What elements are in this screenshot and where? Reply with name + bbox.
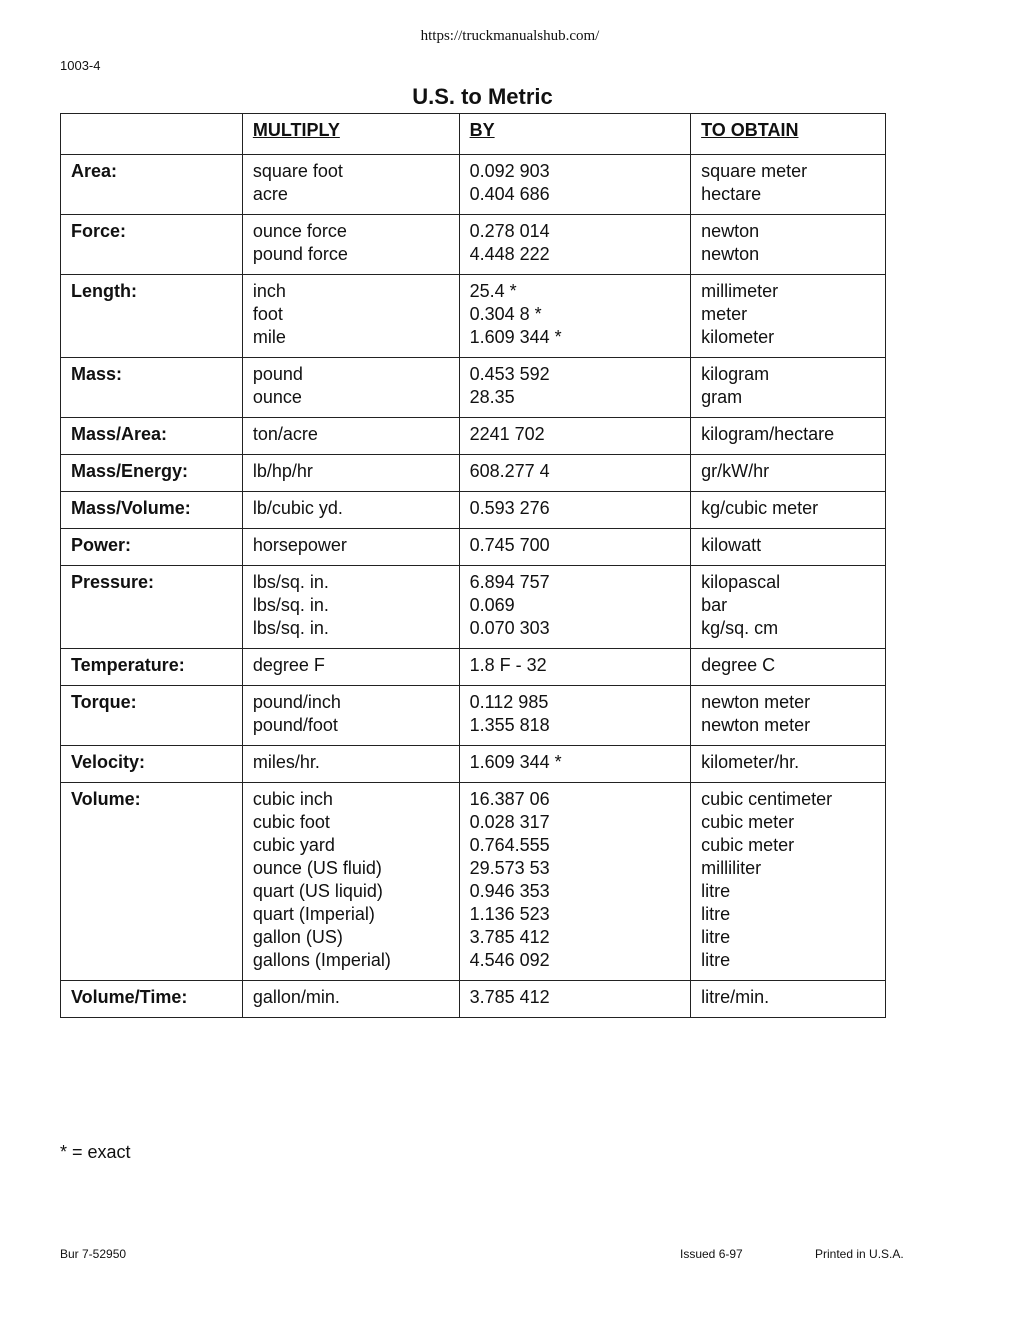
obtain-header-label: TO OBTAIN	[701, 120, 799, 140]
category-cell: Power:	[61, 529, 243, 566]
obtain-unit: kilowatt	[701, 535, 762, 555]
factor-value: 1.609 344 *	[469, 327, 562, 347]
page-title: U.S. to Metric	[412, 84, 553, 109]
conversion-table	[60, 113, 886, 1018]
factor-cell	[459, 275, 691, 358]
factor-cell	[459, 746, 691, 783]
category-cell: Volume/Time:	[61, 981, 243, 1018]
factor-cell	[459, 529, 691, 566]
multiply-cell	[242, 686, 459, 746]
multiply-unit: cubic inch	[252, 789, 333, 809]
category-cell: Mass/Volume:	[61, 492, 243, 529]
obtain-cell	[691, 649, 886, 686]
multiply-cell	[242, 418, 459, 455]
category-column-header	[61, 114, 243, 155]
factor-value: 0.764.555	[469, 835, 550, 855]
multiply-unit: mile	[252, 327, 286, 347]
obtain-unit: litre/min.	[701, 987, 770, 1007]
obtain-unit: cubic meter	[701, 835, 795, 855]
table-row	[61, 418, 886, 455]
page-number: 1003-4	[60, 58, 101, 73]
factor-value: 0.946 353	[469, 881, 550, 901]
factor-value: 0.028 317	[469, 812, 550, 832]
factor-value: 1.8 F - 32	[469, 655, 547, 675]
obtain-unit: degree C	[701, 655, 776, 675]
factor-cell	[459, 649, 691, 686]
multiply-cell	[242, 566, 459, 649]
obtain-cell	[691, 155, 886, 215]
multiply-unit: lb/hp/hr	[252, 461, 313, 481]
multiply-unit: quart (US liquid)	[252, 881, 383, 901]
multiply-column-header	[242, 114, 459, 155]
multiply-unit: lbs/sq. in.	[252, 572, 329, 592]
multiply-unit: ton/acre	[252, 424, 318, 444]
factor-value: 0.112 985	[469, 692, 549, 712]
obtain-unit: kg/cubic meter	[701, 498, 819, 518]
table-row	[61, 275, 886, 358]
table-row	[61, 981, 886, 1018]
category-cell: Area:	[61, 155, 243, 215]
obtain-cell	[691, 529, 886, 566]
obtain-cell	[691, 783, 886, 981]
obtain-unit: litre	[701, 950, 731, 970]
factor-cell	[459, 783, 691, 981]
table-row	[61, 455, 886, 492]
factor-value: 4.546 092	[469, 950, 550, 970]
factor-cell	[459, 686, 691, 746]
multiply-unit: degree F	[252, 655, 325, 675]
obtain-unit: millimeter	[701, 281, 779, 301]
multiply-cell	[242, 981, 459, 1018]
multiply-unit: cubic yard	[252, 835, 335, 855]
obtain-unit: newton meter	[701, 692, 811, 712]
factor-value: 1.355 818	[469, 715, 550, 735]
factor-value: 25.4 *	[469, 281, 517, 301]
obtain-unit: gr/kW/hr	[701, 461, 770, 481]
category-cell: Mass/Area:	[61, 418, 243, 455]
multiply-cell	[242, 746, 459, 783]
printed-location: Printed in U.S.A.	[815, 1247, 904, 1261]
obtain-unit: kg/sq. cm	[701, 618, 779, 638]
factor-value: 1.136 523	[469, 904, 550, 924]
multiply-unit: ounce	[252, 387, 302, 407]
multiply-unit: cubic foot	[252, 812, 330, 832]
obtain-unit: cubic meter	[701, 812, 795, 832]
table-row	[61, 566, 886, 649]
factor-value: 4.448 222	[469, 244, 550, 264]
table-row	[61, 215, 886, 275]
factor-value: 0.069	[469, 595, 515, 615]
obtain-cell	[691, 455, 886, 492]
obtain-cell	[691, 418, 886, 455]
multiply-unit: pound/foot	[252, 715, 338, 735]
factor-value: 0.070 303	[469, 618, 550, 638]
obtain-cell	[691, 981, 886, 1018]
table-body	[61, 155, 886, 1018]
factor-value: 0.745 700	[469, 535, 550, 555]
factor-value: 0.304 8 *	[469, 304, 542, 324]
multiply-unit: lb/cubic yd.	[252, 498, 343, 518]
obtain-unit: cubic centimeter	[701, 789, 833, 809]
issued-date: Issued 6-97	[680, 1247, 743, 1261]
obtain-unit: kilogram/hectare	[701, 424, 835, 444]
table-header-row	[61, 114, 886, 155]
obtain-cell	[691, 492, 886, 529]
obtain-column-header	[691, 114, 886, 155]
multiply-unit: gallon/min.	[252, 987, 340, 1007]
multiply-unit: gallons (Imperial)	[252, 950, 391, 970]
obtain-unit: kilogram	[701, 364, 770, 384]
obtain-unit: litre	[701, 927, 731, 947]
multiply-unit: gallon (US)	[252, 927, 343, 947]
table-row	[61, 529, 886, 566]
multiply-unit: pound	[252, 364, 303, 384]
obtain-cell	[691, 358, 886, 418]
multiply-unit: miles/hr.	[252, 752, 320, 772]
factor-value: 3.785 412	[469, 927, 550, 947]
category-cell: Length:	[61, 275, 243, 358]
factor-value: 0.593 276	[469, 498, 550, 518]
category-cell: Force:	[61, 215, 243, 275]
obtain-unit: hectare	[701, 184, 762, 204]
category-cell: Torque:	[61, 686, 243, 746]
factor-value: 3.785 412	[469, 987, 550, 1007]
factor-value: 16.387 06	[469, 789, 550, 809]
multiply-unit: pound/inch	[252, 692, 341, 712]
multiply-unit: ounce (US fluid)	[252, 858, 382, 878]
table-row	[61, 155, 886, 215]
obtain-cell	[691, 746, 886, 783]
multiply-cell	[242, 155, 459, 215]
obtain-unit: bar	[701, 595, 728, 615]
doc-number: Bur 7-52950	[60, 1247, 127, 1261]
category-cell: Temperature:	[61, 649, 243, 686]
obtain-unit: meter	[701, 304, 748, 324]
obtain-cell	[691, 275, 886, 358]
multiply-cell	[242, 783, 459, 981]
footnote-exact: * = exact	[60, 1142, 131, 1162]
obtain-unit: newton	[701, 221, 760, 241]
factor-cell	[459, 492, 691, 529]
factor-value: 28.35	[469, 387, 515, 407]
factor-value: 2241 702	[469, 424, 545, 444]
factor-cell	[459, 566, 691, 649]
multiply-unit: horsepower	[252, 535, 347, 555]
multiply-unit: lbs/sq. in.	[252, 618, 329, 638]
multiply-unit: square foot	[252, 161, 343, 181]
table-row	[61, 649, 886, 686]
category-cell: Mass:	[61, 358, 243, 418]
multiply-unit: acre	[252, 184, 288, 204]
by-column-header	[459, 114, 691, 155]
multiply-cell	[242, 649, 459, 686]
category-cell: Velocity:	[61, 746, 243, 783]
multiply-cell	[242, 492, 459, 529]
multiply-unit: foot	[252, 304, 283, 324]
table-row	[61, 746, 886, 783]
obtain-unit: milliliter	[701, 858, 762, 878]
multiply-header-label: MULTIPLY	[252, 120, 340, 140]
obtain-unit: litre	[701, 881, 731, 901]
multiply-unit: ounce force	[252, 221, 347, 241]
source-url: https://truckmanualshub.com/	[420, 28, 600, 44]
table-row	[61, 492, 886, 529]
multiply-unit: quart (Imperial)	[252, 904, 375, 924]
category-cell: Pressure:	[61, 566, 243, 649]
factor-value: 0.278 014	[469, 221, 550, 241]
factor-cell	[459, 418, 691, 455]
factor-cell	[459, 215, 691, 275]
obtain-cell	[691, 566, 886, 649]
table-row	[61, 783, 886, 981]
obtain-unit: gram	[701, 387, 743, 407]
factor-value: 29.573 53	[469, 858, 550, 878]
factor-cell	[459, 155, 691, 215]
multiply-cell	[242, 275, 459, 358]
factor-value: 1.609 344 *	[469, 752, 562, 772]
category-cell: Mass/Energy:	[61, 455, 243, 492]
factor-value: 608.277 4	[469, 461, 550, 481]
obtain-unit: newton	[701, 244, 760, 264]
factor-value: 6.894 757	[469, 572, 550, 592]
table-row	[61, 686, 886, 746]
multiply-unit: lbs/sq. in.	[252, 595, 329, 615]
multiply-cell	[242, 215, 459, 275]
obtain-unit: kilometer/hr.	[701, 752, 800, 772]
obtain-cell	[691, 215, 886, 275]
obtain-unit: kilometer	[701, 327, 775, 347]
multiply-cell	[242, 358, 459, 418]
factor-cell	[459, 455, 691, 492]
table-row	[61, 358, 886, 418]
factor-cell	[459, 981, 691, 1018]
multiply-cell	[242, 529, 459, 566]
obtain-cell	[691, 686, 886, 746]
factor-value: 0.453 592	[469, 364, 550, 384]
factor-cell	[459, 358, 691, 418]
factor-value: 0.404 686	[469, 184, 550, 204]
factor-value: 0.092 903	[469, 161, 550, 181]
obtain-unit: litre	[701, 904, 731, 924]
multiply-cell	[242, 455, 459, 492]
by-header-label: BY	[469, 120, 495, 140]
obtain-unit: newton meter	[701, 715, 811, 735]
obtain-unit: kilopascal	[701, 572, 781, 592]
multiply-unit: pound force	[252, 244, 348, 264]
category-cell: Volume:	[61, 783, 243, 981]
obtain-unit: square meter	[701, 161, 808, 181]
multiply-unit: inch	[252, 281, 286, 301]
